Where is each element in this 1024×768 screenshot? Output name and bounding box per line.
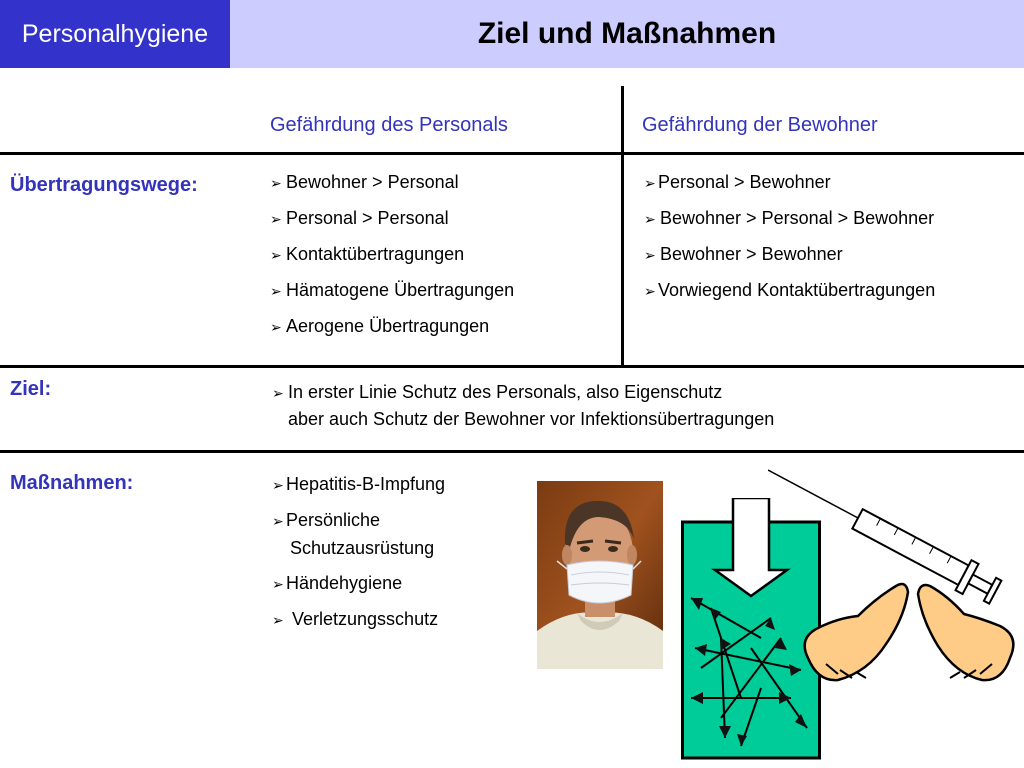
syringe-hands-illustration <box>768 468 1018 700</box>
goal-line-1 <box>272 381 722 404</box>
goal-text: In erster Linie Schutz des Personals, also Eigenschutz <box>288 382 723 402</box>
list-item <box>270 315 489 338</box>
row-divider <box>0 365 1024 368</box>
masked-person-photo <box>537 481 663 669</box>
page-title: Ziel und Maßnahmen <box>477 17 777 50</box>
item-text: Personal > Bewohner <box>658 172 831 192</box>
row-divider <box>0 450 1024 453</box>
item-text: Personal > Personal <box>286 208 449 228</box>
row-divider <box>0 152 1024 155</box>
item-text: Bewohner > Personal > Bewohner <box>660 208 935 228</box>
item-text: Vorwiegend Kontaktübertragungen <box>658 280 936 300</box>
arrowhead-bullet-icon: ➢ <box>270 247 282 263</box>
list-item <box>270 243 464 266</box>
arrowhead-bullet-icon: ➢ <box>272 513 284 529</box>
row-label-measures: Maßnahmen: <box>10 472 134 494</box>
arrowhead-bullet-icon: ➢ <box>644 175 656 191</box>
item-text: Händehygiene <box>286 573 403 593</box>
arrowhead-bullet-icon: ➢ <box>272 612 284 628</box>
item-text: Kontaktübertragungen <box>286 244 465 264</box>
list-item <box>644 279 935 302</box>
item-text: Hepatitis-B-Impfung <box>286 474 446 494</box>
list-item <box>272 509 380 532</box>
arrowhead-bullet-icon: ➢ <box>270 319 282 335</box>
item-text: Hämatogene Übertragungen <box>286 280 515 300</box>
list-item <box>644 171 831 194</box>
list-item <box>272 572 402 595</box>
goal-line-2: aber auch Schutz der Bewohner vor Infektionsübertragungen <box>288 409 775 429</box>
item-text: Verletzungsschutz <box>292 609 439 629</box>
column-heading-staff: Gefährdung des Personals <box>270 114 508 136</box>
list-item-continuation: Schutzausrüstung <box>290 538 435 558</box>
item-text: Bewohner > Personal <box>286 172 459 192</box>
section-tag: Personalhygiene <box>0 0 230 68</box>
list-item <box>270 171 459 194</box>
arrowhead-bullet-icon: ➢ <box>644 211 656 227</box>
arrowhead-bullet-icon: ➢ <box>644 247 656 263</box>
row-label-transmission: Übertragungswege: <box>10 174 198 196</box>
arrowhead-bullet-icon: ➢ <box>644 283 656 299</box>
list-item <box>270 279 514 302</box>
item-text: Persönliche <box>286 510 381 530</box>
column-heading-residents: Gefährdung der Bewohner <box>642 114 878 136</box>
list-item <box>270 207 449 230</box>
arrowhead-bullet-icon: ➢ <box>270 283 282 299</box>
arrowhead-bullet-icon: ➢ <box>272 576 284 592</box>
list-item <box>644 207 934 230</box>
list-item <box>272 473 445 496</box>
item-text: Aerogene Übertragungen <box>286 316 490 336</box>
list-item <box>272 608 438 631</box>
column-divider <box>621 86 624 366</box>
list-item <box>644 243 843 266</box>
row-label-goal: Ziel: <box>10 378 52 400</box>
arrowhead-bullet-icon: ➢ <box>270 211 282 227</box>
arrowhead-bullet-icon: ➢ <box>270 175 282 191</box>
item-text: Bewohner > Bewohner <box>660 244 843 264</box>
arrowhead-bullet-icon: ➢ <box>272 385 284 401</box>
arrowhead-bullet-icon: ➢ <box>272 477 284 493</box>
